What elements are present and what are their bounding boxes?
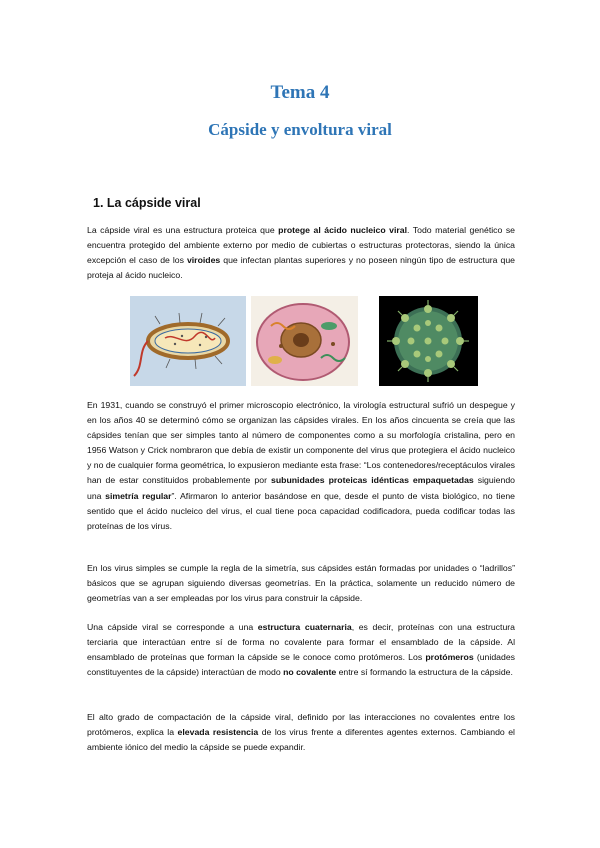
page-title: Tema 4: [270, 82, 330, 103]
paragraph-3: En los virus simples se cumple la regla de la simetría, sus cápsides están formadas por unidades o “ladrillos” básicos que se agrupan siguiendo diversas geometrías. En la práctica, solamente un reducido número de geometrías van a ser empleadas por los virus para construir la cápside.: [87, 563, 515, 604]
paragraph-5: El alto grado de compactación de la cápside viral, definido por las interacciones no covalentes entre los protómeros, explica la elevada resistencia de los virus frente a diferentes agentes externos. Cambiando el ambiente iónico del medio la cápside se puede expandir.: [87, 712, 515, 753]
section-heading: 1. La cápside viral: [93, 196, 201, 210]
cell-diagram-image: [251, 296, 358, 386]
bacterium-diagram-image: [130, 296, 246, 386]
virus-micrograph-image: [379, 296, 478, 386]
paragraph-1: La cápside viral es una estructura proteica que protege al ácido nucleico viral. Todo material genético se encuentra protegido del ambiente externo por medio de cubiertas o estructuras protectoras, siendo la única excepción el caso de los viroides que infectan plantas superiores y no poseen ningún tipo de estructura que proteja al ácido nucleico.: [87, 225, 516, 281]
paragraph-2: En 1931, cuando se construyó el primer microscopio electrónico, la virología estructural sufrió un despegue y en los años 40 se determinó cómo se organizan las cápsides virales. En los años cincuenta se creía que las cápsides tenían que ser simples tanto al número de componentes como a su morfología cristalina, pero en 1956 Watson y Crick nombraron que debía de existir un componente del virus que protegiera el ácido nucleico y no de cualquier forma geométrica, lo expusieron mediante esta frase: “Los contenedores/receptáculos virales han de estar constituidos probablemente por subunidades proteicas idénticas empaquetadas siguiendo una simetría regular”. Afirmaron lo anterior basándose en que, desde el punto de vista biológico, no tiene sentido que el ácido nucleico del virus, el cual tiene poca capacidad codificadora, pueda codificar todas las proteínas de los virus.: [87, 400, 515, 531]
paragraph-4: Una cápside viral se corresponde a una estructura cuaternaria, es decir, proteínas con una estructura terciaria que interactúan entre sí de forma no covalente para formar el ensamblado de la cápside. Al ensamblado de proteínas que forman la cápside se le conoce como protómeros. Los protómeros (unidades constituyentes de la cápside) interactúan de modo no covalente entre sí formando la estructura de la cápside.: [87, 622, 515, 678]
page-subtitle: Cápside y envoltura viral: [208, 120, 392, 139]
